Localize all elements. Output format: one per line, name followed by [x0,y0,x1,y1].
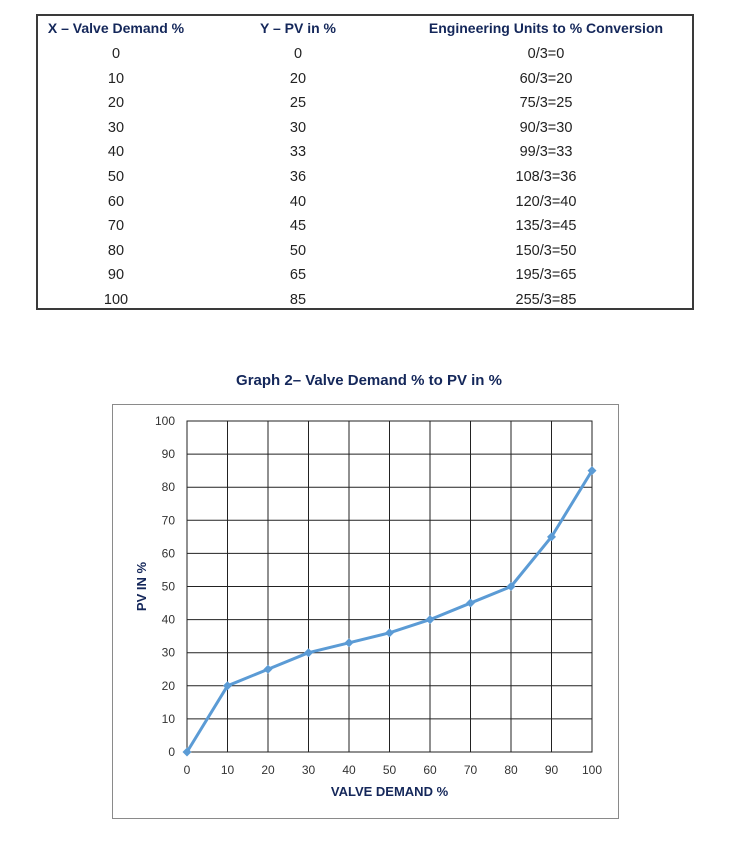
table-cell: 99/3=33 [519,144,573,161]
table-cell: 90 [107,267,125,284]
y-tick-label: 100 [154,414,175,428]
x-tick-label: 20 [261,763,275,777]
table-cell: 33 [289,144,307,161]
y-tick-label: 20 [161,678,175,693]
y-tick-label: 30 [161,645,175,660]
table-cell: 90/3=30 [519,119,573,136]
table-cell: 10 [107,70,125,87]
table-cell: 85 [289,292,307,308]
table-cell: 195/3=65 [515,267,577,284]
table-cell: 50 [289,242,307,259]
y-tick-label: 90 [161,447,175,462]
table-cell: 70 [107,218,125,235]
table-cell: 25 [289,95,307,112]
y-tick-label: 0 [168,745,175,759]
table-cell: 0 [293,46,303,62]
table-cell: 120/3=40 [515,193,577,210]
table-header-1: X – Valve Demand % [47,20,185,36]
table-cell: 50 [107,169,125,185]
x-tick-label: 90 [544,763,559,777]
table-cell: 36 [289,169,307,185]
table-cell: 75/3=25 [519,95,573,112]
x-tick-label: 0 [183,763,191,777]
table-cell: 20 [107,95,125,112]
table-cell: 135/3=45 [515,218,577,235]
table-header-3: Engineering Units to % Conversion [428,20,664,36]
table-cell: 30 [289,119,307,136]
y-tick-label: 70 [161,513,175,528]
x-axis-label: VALVE DEMAND % [330,784,449,799]
table-cell: 0/3=0 [527,46,565,62]
table-cell: 60 [107,193,125,210]
y-tick-label: 10 [161,711,175,726]
table-cell: 20 [289,70,307,87]
y-axis-label: PV IN % [134,561,149,612]
x-tick-label: 80 [504,763,518,777]
x-tick-label: 10 [220,763,235,777]
y-tick-label: 50 [161,579,175,594]
table-cell: 30 [107,119,125,136]
y-tick-label: 60 [161,546,175,561]
table-cell: 40 [289,193,307,210]
table-cell: 100 [103,292,129,308]
y-tick-label: 80 [161,480,175,495]
y-tick-label: 40 [161,612,175,627]
x-tick-label: 30 [301,763,316,777]
x-tick-label: 50 [382,763,397,777]
table-cell: 45 [289,218,307,235]
x-tick-label: 70 [463,763,478,777]
table-header-2: Y – PV in % [260,20,336,36]
table-cell: 80 [107,242,125,259]
table-cell: 255/3=85 [515,292,577,308]
x-tick-label: 60 [423,763,437,777]
table-cell: 40 [107,144,125,161]
table-cell: 60/3=20 [519,70,573,87]
x-tick-label: 40 [342,763,356,777]
table-cell: 0 [111,46,121,62]
table-cell: 150/3=50 [515,242,577,259]
x-tick-label: 100 [581,763,603,777]
table-cell: 65 [289,267,307,284]
table-cell: 108/3=36 [515,169,577,185]
chart-title: Graph 2– Valve Demand % to PV in % [236,372,502,389]
